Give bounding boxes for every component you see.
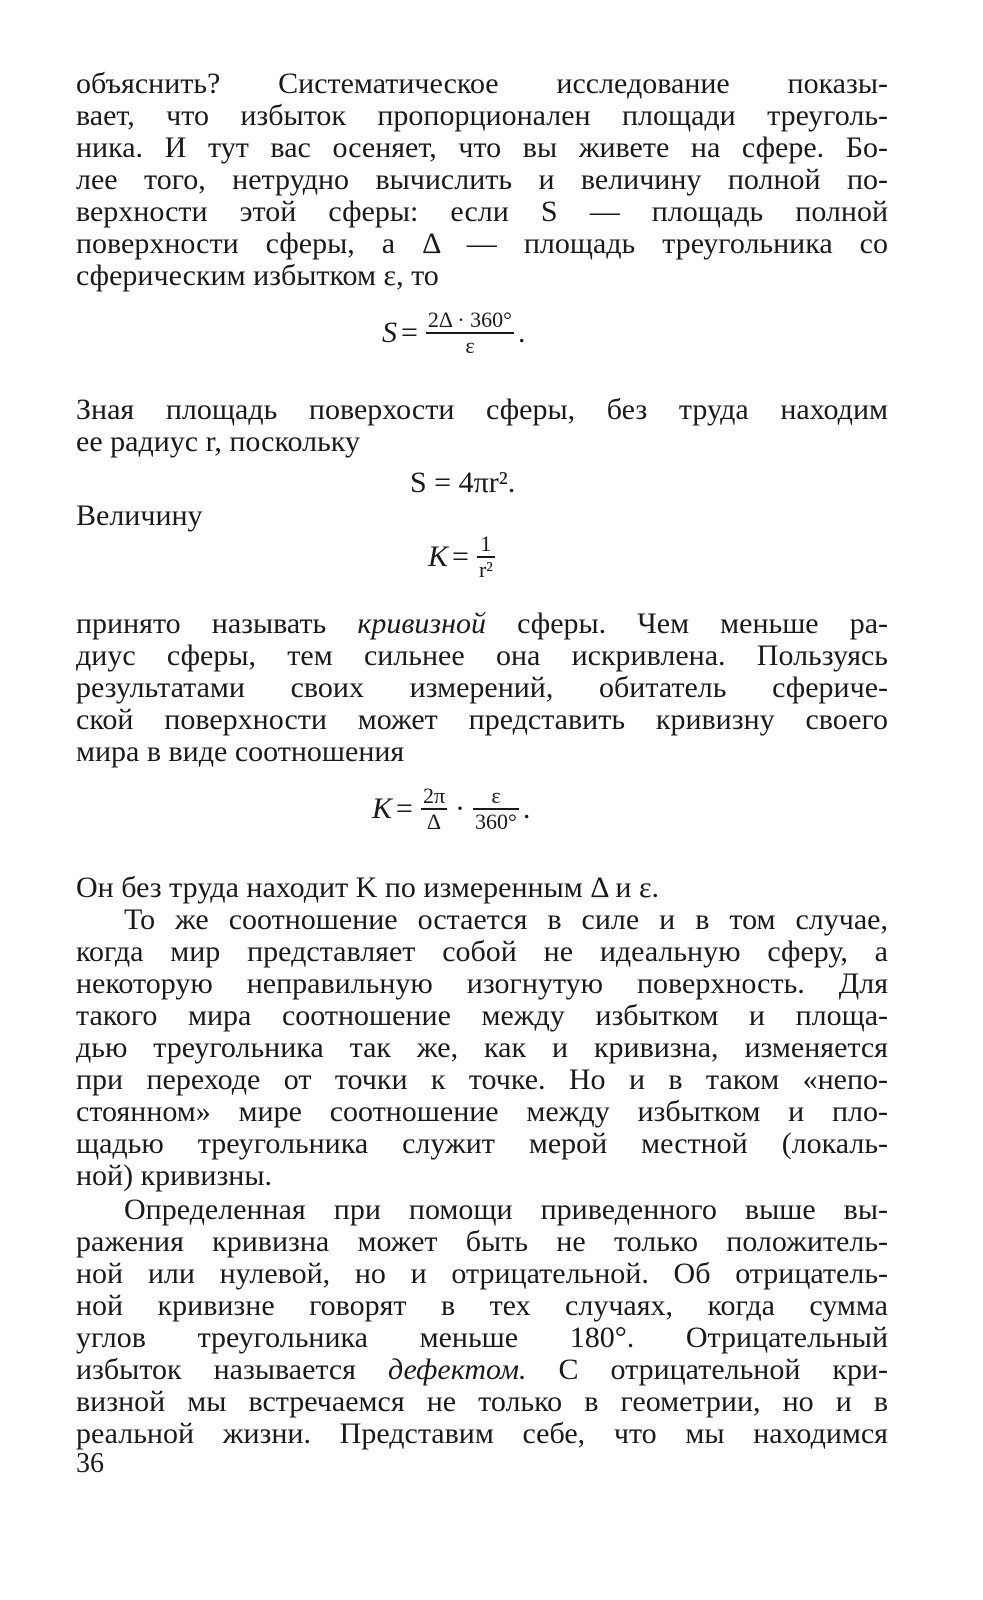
- text-segment: сферы. Чем меньше ра-: [486, 607, 889, 640]
- text-line: вает, что избыток пропорционален площади треуголь-: [76, 99, 888, 132]
- text-line: мира в виде соотношения: [76, 735, 405, 768]
- formula-curvature-measurement: [372, 784, 530, 834]
- formula-equals: =: [401, 316, 418, 349]
- formula-equals: =: [452, 540, 469, 573]
- paragraph-radius: [76, 394, 888, 458]
- paragraph-finding-k: [76, 872, 888, 904]
- text-line: такого мира соотношение между избытком и площа-: [76, 999, 888, 1032]
- text-line: [76, 608, 888, 640]
- text-line: реальной жизни. Представим себе, что мы находимся: [76, 1417, 888, 1450]
- text-line: ной кривизне говорят в тех случаях, когда сумма: [76, 1289, 888, 1322]
- emphasis-term: дефектом.: [387, 1353, 527, 1386]
- formula-sphere-area: [410, 468, 515, 498]
- text-line: ной или нулевой, но и отрицательной. Об отрицатель-: [76, 1257, 888, 1290]
- formula-lhs: K: [372, 792, 393, 825]
- text-line: стоянном» мире соотношение между избытком и пло-: [76, 1095, 888, 1128]
- formula-period: .: [522, 792, 531, 825]
- paragraph-negative-curvature: [76, 1194, 888, 1450]
- fraction-numerator: 2Δ · 360°: [427, 307, 512, 332]
- text-line: некоторую неправильную изогнутую поверхность. Для: [76, 967, 888, 1000]
- fraction-numerator: ε: [491, 783, 501, 808]
- text-line: когда мир представляет собой не идеальную сферу, а: [76, 935, 888, 968]
- paragraph-curvature: [76, 608, 888, 768]
- text-line: верхности этой сферы: если S — площадь полной: [76, 195, 888, 228]
- emphasis-term: кривизной: [357, 607, 486, 640]
- text-line: поверхности сферы, а Δ — площадь треугольника со: [76, 227, 888, 260]
- text-segment: избыток называется: [76, 1353, 388, 1386]
- formula-curvature-definition: [428, 532, 499, 582]
- formula-text: S = 4πr².: [410, 466, 516, 499]
- text-segment: принято называть: [76, 607, 358, 640]
- formula-fraction-first: [421, 784, 447, 834]
- fraction-denominator: Δ: [426, 809, 442, 834]
- formula-surface-area: [382, 308, 525, 358]
- formula-fraction: [477, 532, 495, 582]
- formula-fraction-second: [473, 784, 519, 834]
- formula-period: .: [517, 316, 526, 349]
- paragraph-irregular-surface: [76, 904, 888, 1192]
- text-line: Он без труда находит K по измеренным Δ и ε.: [76, 871, 660, 904]
- text-line: ной) кривизны.: [76, 1159, 273, 1192]
- fraction-denominator: r²: [478, 557, 493, 582]
- text-line: дью треугольника так же, как и кривизна, изменяется: [76, 1031, 888, 1064]
- page-number: 36: [76, 1448, 104, 1479]
- text-line: при переходе от точки к точке. Но и в таком «непо-: [76, 1063, 888, 1096]
- text-line: объяснить? Систематическое исследование показы-: [76, 67, 888, 100]
- text-line: щадью треугольника служит мерой местной (локаль-: [76, 1127, 888, 1160]
- text-line: ее радиус r, поскольку: [76, 425, 360, 458]
- text-line: диус сферы, тем сильнее она искривлена. Пользуясь: [76, 639, 888, 672]
- formula-fraction: [426, 308, 514, 358]
- text-line: результатами своих измерений, обитатель сфериче-: [76, 671, 888, 704]
- fraction-numerator: 2π: [422, 783, 446, 808]
- fraction-denominator: ε: [465, 333, 475, 358]
- text-line: визной мы встречаемся не только в геометрии, но и в: [76, 1385, 888, 1418]
- text-line: лее того, нетрудно вычислить и величину полной по-: [76, 163, 888, 196]
- text-line: ской поверхности может представить кривизну своего: [76, 703, 888, 736]
- formula-lhs: K: [428, 540, 449, 573]
- text-line: ника. И тут вас осеняет, что вы живете на сфере. Бо-: [76, 131, 888, 164]
- paragraph-quantity: [76, 500, 888, 532]
- text-line: Величину: [76, 499, 203, 532]
- text-line: Зная площадь поверхости сферы, без труда находим: [76, 393, 888, 426]
- text-line: углов треугольника меньше 180°. Отрицательный: [76, 1321, 888, 1354]
- text-line: [76, 1354, 888, 1386]
- formula-equals: =: [396, 792, 413, 825]
- text-line: сферическим избытком ε, то: [76, 259, 439, 292]
- formula-lhs: S: [382, 316, 397, 349]
- fraction-numerator: 1: [480, 531, 492, 556]
- fraction-denominator: 360°: [475, 809, 517, 834]
- text-line: ражения кривизна может быть не только положитель-: [76, 1225, 888, 1258]
- text-segment: С отрицательной кри-: [526, 1353, 889, 1386]
- paragraph-intro: [76, 68, 888, 292]
- formula-multiply: ·: [455, 792, 466, 825]
- text-line: Определенная при помощи приведенного выше вы-: [124, 1193, 888, 1226]
- text-line: То же соотношение остается в силе и в том случае,: [124, 903, 888, 936]
